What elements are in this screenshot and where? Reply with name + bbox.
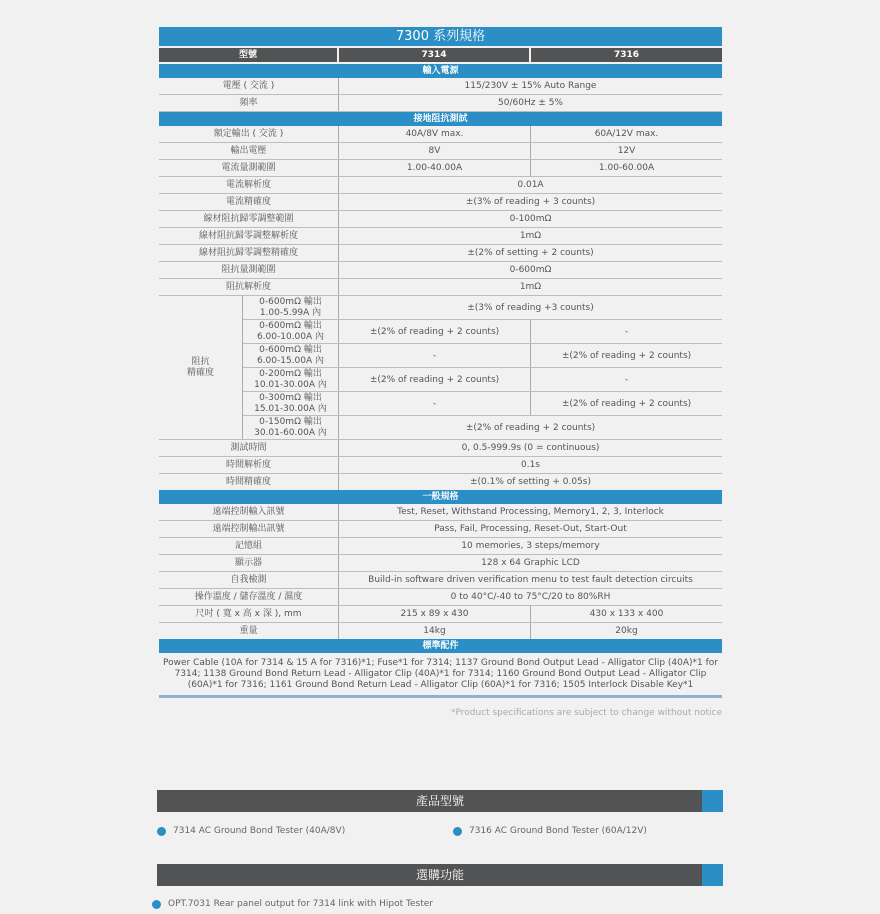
accuracy-row: 0-600mΩ 輸出 6.00-10.00A 內 ±(2% of reading + 2 counts) -	[243, 320, 722, 344]
accent-block	[702, 790, 723, 812]
accuracy-row: 0-600mΩ 輸出 1.00-5.99A 內 ±(3% of reading +3 counts)	[243, 296, 722, 320]
table-row: 電壓 ( 交流 ) 115/230V ± 15% Auto Range	[159, 78, 722, 95]
section-accessories: 標準配件	[159, 639, 722, 653]
table-row: 阻抗解析度 1mΩ	[159, 279, 722, 296]
section-ground-bond: 接地阻抗測試	[159, 112, 722, 126]
accent-block	[702, 864, 723, 886]
table-row: 測試時間 0, 0.5-999.9s (0 = continuous)	[159, 440, 722, 457]
model-header-row	[159, 48, 722, 62]
models-section-header: 產品型號	[157, 790, 723, 812]
table-row: 頻率 50/60Hz ± 5%	[159, 95, 722, 112]
accuracy-row: 0-600mΩ 輸出 6.00-15.00A 內 - ±(2% of reading + 2 counts)	[243, 344, 722, 368]
resistance-accuracy-group	[159, 296, 722, 440]
list-item: 7314 AC Ground Bond Tester (40A/8V)	[157, 826, 345, 836]
table-row: 時間解析度 0.1s	[159, 457, 722, 474]
table-row: 電流解析度 0.01A	[159, 177, 722, 194]
table-row: 操作溫度 / 儲存溫度 / 濕度 0 to 40°C/-40 to 75°C/20 to 80%RH	[159, 589, 722, 606]
table-row: 線材阻抗歸零調整範圍 0-100mΩ	[159, 211, 722, 228]
resistance-accuracy-label: 阻抗 精確度	[186, 356, 214, 378]
table-row: 電流精確度 ±(3% of reading + 3 counts)	[159, 194, 722, 211]
table-row: 顯示器 128 x 64 Graphic LCD	[159, 555, 722, 572]
list-item: 7316 AC Ground Bond Tester (60A/12V)	[453, 826, 647, 836]
table-row: 額定輸出 ( 交流 ) 40A/8V max. 60A/12V max.	[159, 126, 722, 143]
table-row: 電流量測範圍 1.00-40.00A 1.00-60.00A	[159, 160, 722, 177]
section-general: 一般規格	[159, 490, 722, 504]
table-row: 尺吋 ( 寬 x 高 x 深 ), mm 215 x 89 x 430 430 x 133 x 400	[159, 606, 722, 623]
table-row: 輸出電壓 8V 12V	[159, 143, 722, 160]
table-row: 記憶組 10 memories, 3 steps/memory	[159, 538, 722, 555]
accuracy-row: 0-200mΩ 輸出 10.01-30.00A 內 ±(2% of reading + 2 counts) -	[243, 368, 722, 392]
accuracy-row: 0-300mΩ 輸出 15.01-30.00A 內 - ±(2% of reading + 2 counts)	[243, 392, 722, 416]
bullet-icon	[152, 900, 161, 909]
table-row: 自我檢測 Build-in software driven verification menu to test fault detection circuits	[159, 572, 722, 589]
model-label: 型號	[159, 48, 337, 62]
table-row: 線材阻抗歸零調整解析度 1mΩ	[159, 228, 722, 245]
model-7314: 7314	[339, 48, 529, 62]
list-item: OPT.7031 Rear panel output for 7314 link with Hipot Tester	[152, 899, 433, 909]
table-row: 重量 14kg 20kg	[159, 623, 722, 639]
bullet-icon	[157, 827, 166, 836]
table-row: 阻抗量測範圍 0-600mΩ	[159, 262, 722, 279]
accessories-text: Power Cable (10A for 7314 & 15 A for 7316)*1; Fuse*1 for 7314; 1137 Ground Bond Output Lead - Alligator Clip (40A)*1 for 7314; 1138 Ground Bond Return Lead - Alligator Clip (40A)*1 for 7314; 1160 Ground Bond Output Lead - Alligator Clip (60A)*1 for 7316; 1161 Ground Bond Return Lead - Alligator Clip (60A)*1 for 7316; 1505 Interlock Disable Key*1	[159, 653, 722, 698]
model-7316: 7316	[531, 48, 722, 62]
disclaimer-note: *Product specifications are subject to change without notice	[450, 708, 722, 718]
table-row: 線材阻抗歸零調整精確度 ±(2% of setting + 2 counts)	[159, 245, 722, 262]
bullet-icon	[453, 827, 462, 836]
spec-title: 7300 系列規格	[159, 27, 722, 46]
table-row: 遠端控制輸出訊號 Pass, Fail, Processing, Reset-Out, Start-Out	[159, 521, 722, 538]
options-section-header: 選購功能	[157, 864, 723, 886]
table-row: 遠端控制輸入訊號 Test, Reset, Withstand Processing, Memory1, 2, 3, Interlock	[159, 504, 722, 521]
table-row: 時間精確度 ±(0.1% of setting + 0.05s)	[159, 474, 722, 490]
accuracy-row: 0-150mΩ 輸出 30.01-60.00A 內 ±(2% of reading + 2 counts)	[243, 416, 722, 439]
section-input-power: 輸入電源	[159, 64, 722, 78]
spec-table	[159, 27, 722, 718]
